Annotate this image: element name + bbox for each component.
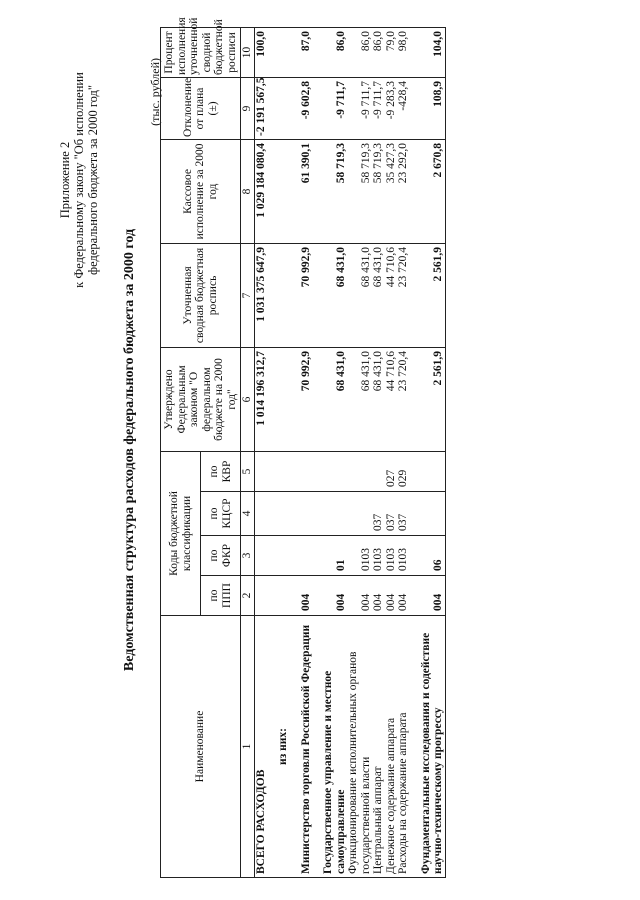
row-name: ВСЕГО РАСХОДОВ (254, 616, 267, 878)
row-percent: 87,0 (300, 27, 313, 77)
column-number: 7 (241, 243, 255, 347)
row-name: Фундаментальные исследования и содействие научно-техническому прогрессу (420, 616, 446, 878)
column-number: 9 (241, 77, 255, 139)
row-approved: 2 561,9 (420, 347, 446, 451)
units-label: (тыс. рублей) (148, 58, 162, 126)
row-percent: 79,0 (385, 27, 398, 77)
row-ppp: 004 (385, 576, 398, 616)
appendix-title: Приложение 2 (58, 141, 72, 219)
row-cash (277, 139, 290, 243)
row-fkr (300, 536, 313, 576)
row-cash: 58 719,3 (372, 139, 385, 243)
row-kvr (277, 451, 290, 491)
row-deviation: -9 711,7 (347, 77, 372, 139)
row-refined: 44 710,6 (385, 243, 398, 347)
header-percent: Процент исполнения уточненной сводной бюджетной росписи (161, 27, 241, 77)
table-row (397, 27, 410, 877)
row-fkr (277, 536, 290, 576)
row-approved: 68 431,0 (322, 347, 347, 451)
row-kcsr (254, 492, 267, 536)
row-fkr: 0103 (385, 536, 398, 576)
row-ppp (254, 576, 267, 616)
row-deviation: -9 711,7 (322, 77, 347, 139)
header-kcsr: по КЦСР (201, 492, 241, 536)
column-number: 4 (241, 492, 255, 536)
table-row (277, 27, 290, 877)
column-number: 8 (241, 139, 255, 243)
row-refined: 70 992,9 (300, 243, 313, 347)
header-refined: Уточненная сводная бюджетная роспись (161, 243, 241, 347)
row-ppp: 004 (397, 576, 410, 616)
row-ppp: 004 (420, 576, 446, 616)
appendix-line-2: федерального бюджета за 2000 год" (86, 85, 100, 276)
row-ppp: 004 (347, 576, 372, 616)
column-number-row (241, 27, 255, 877)
row-ppp: 004 (322, 576, 347, 616)
row-refined (277, 243, 290, 347)
row-kcsr (322, 492, 347, 536)
row-refined: 23 720,4 (397, 243, 410, 347)
appendix-line-1: к Федеральному закону "Об исполнении (72, 72, 86, 288)
table-row (420, 27, 446, 877)
row-refined: 68 431,0 (347, 243, 372, 347)
row-approved (277, 347, 290, 451)
header-fkr: по ФКР (201, 536, 241, 576)
row-percent: 104,0 (420, 27, 446, 77)
header-name: Наименование (161, 616, 241, 878)
budget-table (160, 17, 446, 878)
row-kvr: 027 (385, 451, 398, 491)
column-number: 3 (241, 536, 255, 576)
row-ppp: 004 (372, 576, 385, 616)
row-kvr (347, 451, 372, 491)
row-ppp: 004 (300, 576, 313, 616)
row-cash: 58 719,3 (347, 139, 372, 243)
header-codes-group: Коды бюджетной классификации (161, 451, 201, 615)
row-kvr: 029 (397, 451, 410, 491)
table-row (254, 27, 267, 877)
row-name: Центральный аппарат (372, 616, 385, 878)
row-name: Государственное управление и местное самоуправление (322, 616, 347, 878)
row-kcsr (420, 492, 446, 536)
row-kvr (420, 451, 446, 491)
row-kcsr: 037 (385, 492, 398, 536)
row-ppp (277, 576, 290, 616)
row-percent: 100,0 (254, 27, 267, 77)
row-percent: 98,0 (397, 27, 410, 77)
row-percent: 86,0 (372, 27, 385, 77)
row-name: Министерство торговли Российской Федерации (300, 616, 313, 878)
document-title: Ведомственная структура расходов федерального бюджета за 2000 год (122, 228, 137, 672)
row-kvr (300, 451, 313, 491)
row-refined: 2 561,9 (420, 243, 446, 347)
row-name: из них: (277, 616, 290, 878)
row-deviation: -9 711,7 (372, 77, 385, 139)
row-cash: 2 670,8 (420, 139, 446, 243)
header-approved: Утверждено Федеральным законом "О федеральном бюджете на 2000 год" (161, 347, 241, 451)
row-deviation: 108,9 (420, 77, 446, 139)
column-number: 5 (241, 451, 255, 491)
row-refined: 1 031 375 647,9 (254, 243, 267, 347)
table-row (322, 27, 347, 877)
row-approved: 23 720,4 (397, 347, 410, 451)
table-row (372, 27, 385, 877)
row-approved: 70 992,9 (300, 347, 313, 451)
row-fkr (254, 536, 267, 576)
row-name: Функционирование исполнительных органов государственной власти (347, 616, 372, 878)
column-number: 6 (241, 347, 255, 451)
row-kcsr: 037 (397, 492, 410, 536)
row-name: Денежное содержание аппарата (385, 616, 398, 878)
row-percent: 86,0 (347, 27, 372, 77)
row-kvr (322, 451, 347, 491)
row-cash: 61 390,1 (300, 139, 313, 243)
row-kcsr (277, 492, 290, 536)
row-deviation: -428,4 (397, 77, 410, 139)
row-deviation: -9 283,3 (385, 77, 398, 139)
row-approved: 44 710,6 (385, 347, 398, 451)
row-kvr (372, 451, 385, 491)
row-deviation: -2 191 567,5 (254, 77, 267, 139)
row-fkr: 0103 (347, 536, 372, 576)
row-kcsr (347, 492, 372, 536)
row-cash: 1 029 184 080,4 (254, 139, 267, 243)
table-row (300, 27, 313, 877)
row-deviation (277, 77, 290, 139)
row-fkr: 06 (420, 536, 446, 576)
row-refined: 68 431,0 (372, 243, 385, 347)
row-deviation: -9 602,8 (300, 77, 313, 139)
row-fkr: 0103 (397, 536, 410, 576)
row-percent: 86,0 (322, 27, 347, 77)
row-approved: 68 431,0 (372, 347, 385, 451)
row-percent (277, 27, 290, 77)
table-row (347, 27, 372, 877)
row-cash: 35 427,3 (385, 139, 398, 243)
row-fkr: 01 (322, 536, 347, 576)
column-number: 2 (241, 576, 255, 616)
row-fkr: 0103 (372, 536, 385, 576)
column-number: 1 (241, 616, 255, 878)
header-deviation: Отклонение от плана (±) (161, 77, 241, 139)
row-approved: 68 431,0 (347, 347, 372, 451)
row-kcsr: 037 (372, 492, 385, 536)
row-kvr (254, 451, 267, 491)
row-cash: 23 292,0 (397, 139, 410, 243)
row-refined: 68 431,0 (322, 243, 347, 347)
row-approved: 1 014 196 312,7 (254, 347, 267, 451)
header-cash: Кассовое исполнение за 2000 год (161, 139, 241, 243)
header-kvr: по КВР (201, 451, 241, 491)
row-cash: 58 719,3 (322, 139, 347, 243)
column-number: 10 (241, 27, 255, 77)
table-row (385, 27, 398, 877)
row-name: Расходы на содержание аппарата (397, 616, 410, 878)
row-kcsr (300, 492, 313, 536)
header-ppp: по ППП (201, 576, 241, 616)
